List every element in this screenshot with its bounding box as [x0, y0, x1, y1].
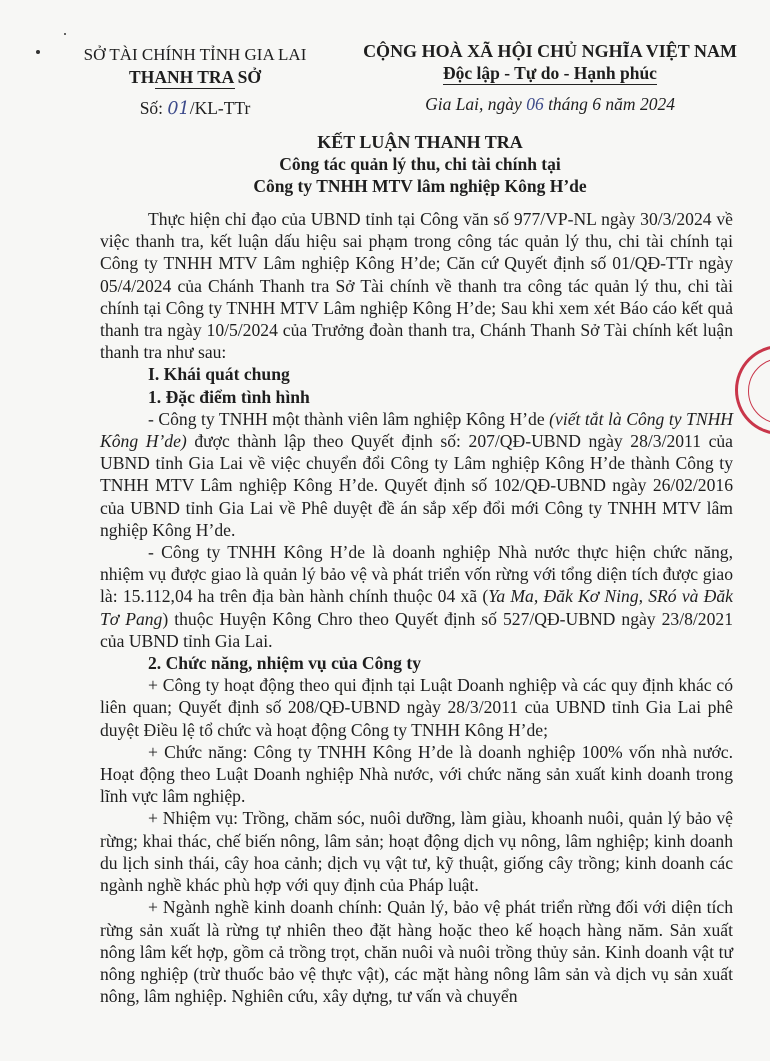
doc-number-label: Số:: [139, 98, 168, 118]
subsection-heading-1: 1. Đặc điểm tình hình: [148, 386, 310, 407]
underline-divider: [155, 88, 235, 89]
seal-inner-ring: [748, 358, 770, 424]
place-label: Gia Lai, ngày: [425, 94, 527, 114]
paragraph-business-lines: + Ngành nghề kinh doanh chính: Quản lý, bảo vệ phát triển rừng đối với diện tích rừng sản xuất là rừng tự nhiên theo đặt hàng hoặc theo kế hoạch hàng năm. Sản xuất nông lâm kết hợp, gồm cả trồng trọt, chăn nuôi và nuôi trồng thủy sản. Kinh doanh vật tư nông nghiệp (trừ thuốc bảo vệ thực vật), các mặt hàng nông lâm sản và dịch vụ sản xuất nông, lâm nghiệp. Nghiên cứu, xây dựng, tư vấn và chuyển: [100, 897, 733, 1007]
paragraph-functions: + Chức năng: Công ty TNHH Kông H’de là doanh nghiệp 100% vốn nhà nước. Hoạt động theo Luật Doanh nghiệp Nhà nước, với chức năng sản xuất kinh doanh trong lĩnh vực lâm nghiệp.: [100, 741, 733, 807]
nation-title: CỘNG HOÀ XÃ HỘI CHỦ NGHĨA VIỆT NAM: [363, 41, 737, 61]
paragraph-duties: + Nhiệm vụ: Trồng, chăm sóc, nuôi dưỡng, làm giàu, khoanh nuôi, quản lý bảo vệ rừng; khai thác, chế biến nông, lâm sản; hoạt động dịch vụ nông, lâm nghiệp; kinh doanh du lịch sinh thái, cây hoa cảnh; dịch vụ vật tư, kỹ thuật, giống cây trồng; kinh doanh các ngành nghề khác phù hợp với quy định của Pháp luật.: [100, 808, 733, 896]
paragraph-company-establishment: [100, 408, 733, 541]
document-number: [60, 93, 330, 124]
italic-run: Ya Ma, Đăk Kơ Ning, SRó và Đăk Tơ Pang: [100, 586, 733, 629]
text-run: ) thuộc Huyện Kông Chro theo Quyết định số 527/QĐ-UBND ngày 23/8/2021 của UBND tỉnh Gia Lai.: [100, 608, 733, 651]
text-run: - Công ty TNHH một thành viên lâm nghiệp Kông H’de: [148, 408, 550, 429]
document-subtitle-1: Công tác quản lý thu, chi tài chính tại: [279, 154, 561, 174]
scan-speck: [64, 33, 66, 35]
document-body: [100, 208, 733, 1007]
document-title-block: [100, 131, 740, 197]
doc-number-suffix: /KL-TTr: [189, 98, 251, 118]
intro-paragraph: Thực hiện chỉ đạo của UBND tỉnh tại Công văn số 977/VP-NL ngày 30/3/2024 về việc thanh tra, kết luận dấu hiệu sai phạm trong công tác quản lý thu, chi tài chính tại Công ty TNHH MTV Lâm nghiệp Kông H’de; Căn cứ Quyết định số 01/QĐ-TTr ngày 05/4/2024 của Chánh Thanh tra Sở Tài chính về thanh tra công tác quản lý thu, chi tài chính tại Công ty TNHH MTV Lâm nghiệp Kông H’de; Sau khi xem xét Báo cáo kết quả thanh tra ngày 10/5/2024 của Trưởng đoàn thanh tra, Chánh Thanh Sở Tài chính kết luận thanh tra như sau:: [100, 209, 733, 363]
national-header: [330, 40, 770, 119]
document-title: KẾT LUẬN THANH TRA: [317, 132, 523, 152]
red-seal-stamp: [735, 345, 770, 435]
scan-speck: [36, 50, 40, 54]
national-motto: Độc lập - Tự do - Hạnh phúc: [443, 63, 657, 83]
section-heading-1: I. Khái quát chung: [148, 364, 290, 385]
doc-number-handwritten: 01: [167, 99, 190, 119]
issuing-agency-header: [60, 44, 330, 124]
text-run: được thành lập theo Quyết định số: 207/QĐ-UBND ngày 28/3/2011 của UBND tỉnh Gia Lai về việc chuyển đổi Công ty Lâm nghiệp Kông H’de thành Công ty TNHH MTV Lâm nghiệp Kông H’de. Quyết định số 102/QĐ-UBND ngày 26/02/2016 của UBND tỉnh Gia Lai về Phê duyệt đề án sắp xếp đổi mới Công ty TNHH MTV lâm nghiệp Kông H’de.: [100, 431, 733, 540]
day-handwritten: 06: [526, 94, 544, 114]
paragraph-legal-basis: + Công ty hoạt động theo qui định tại Luật Doanh nghiệp và các quy định khác có liên quan; Quyết định số 208/QĐ-UBND ngày 28/3/2011 của UBND tỉnh Gia Lai phê duyệt Điều lệ tổ chức và hoạt động Công ty TNHH Kông H’de;: [100, 675, 733, 740]
unit-name: THANH TRA SỞ: [129, 67, 261, 87]
agency-name: SỞ TÀI CHÍNH TỈNH GIA LAI: [83, 45, 307, 64]
paragraph-company-function: [100, 541, 733, 652]
month-year: tháng 6 năm 2024: [543, 94, 675, 114]
document-subtitle-2: Công ty TNHH MTV lâm nghiệp Kông H’de: [253, 176, 587, 196]
subsection-heading-2: 2. Chức năng, nhiệm vụ của Công ty: [148, 653, 422, 674]
text-run: - Công ty TNHH Kông H’de là doanh nghiệp Nhà nước thực hiện chức năng, nhiệm vụ được giao là quản lý bảo vệ và phát triển vốn rừng với tổng diện tích được giao là: 15.112,04 ha trên địa bàn hành chính thuộc 04 xã (: [100, 542, 733, 607]
place-date: [330, 89, 770, 119]
italic-run: (viết tắt là Công ty TNHH Kông H’de): [100, 408, 733, 452]
